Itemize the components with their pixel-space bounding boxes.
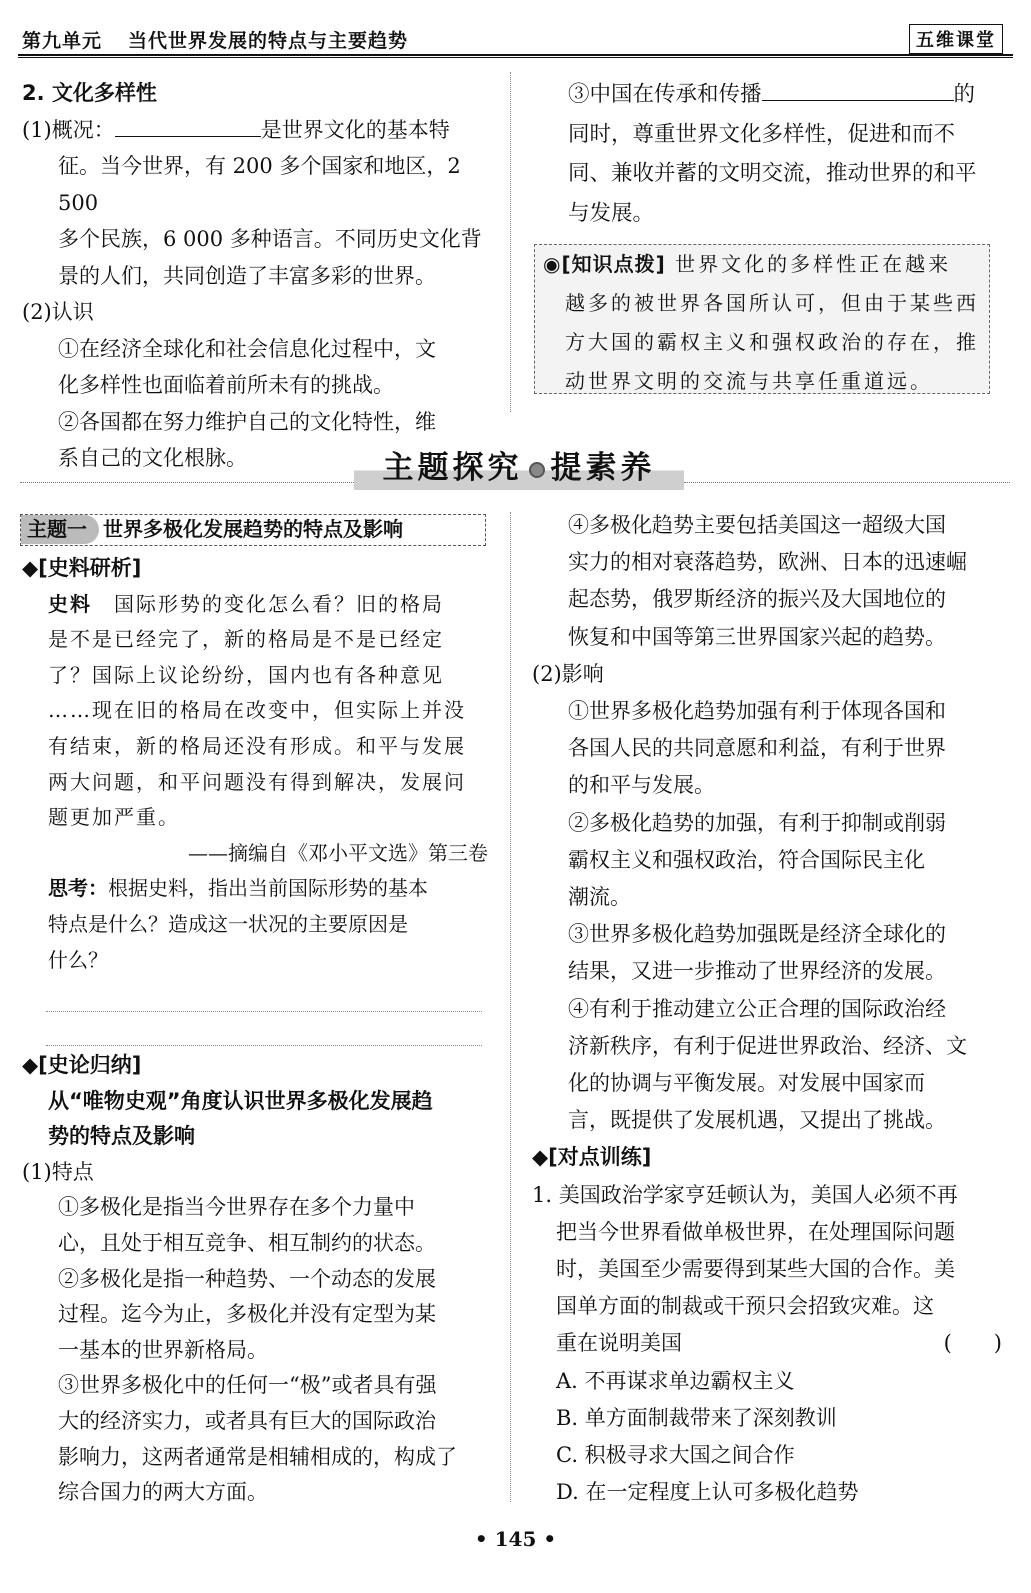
text-line: 有结束，新的格局还没有形成。和平与发展 xyxy=(48,733,466,758)
subsection-heading: ◆[史论归纳] xyxy=(22,1053,142,1077)
text-line: 什么？ xyxy=(48,947,108,972)
header-rule xyxy=(18,54,1013,56)
text-line: 特点是什么？造成这一状况的主要原因是 xyxy=(48,911,408,936)
source-citation: ——摘编自《邓小平文选》第三卷 xyxy=(188,840,488,865)
text-line: 心，且处于相互竞争、相互制约的状态。 xyxy=(58,1230,436,1255)
text-line: ①世界多极化趋势加强有利于体现各国和 xyxy=(568,699,946,724)
subsection-heading: ◆[史料研析] xyxy=(22,556,142,580)
header-rule-thin xyxy=(18,57,1013,58)
text-line: ③世界多极化中的任何一“极”或者具有强 xyxy=(58,1373,437,1398)
option-c[interactable]: C. 积极寻求大国之间合作 xyxy=(556,1443,795,1468)
option-b[interactable]: B. 单方面制裁带来了深刻教训 xyxy=(556,1405,837,1430)
section-banner xyxy=(354,446,684,490)
section-heading: 2. 文化多样性 xyxy=(22,81,157,105)
fill-blank[interactable] xyxy=(762,82,954,101)
tip-line: 动世界文明的交流与共享任重道远。 xyxy=(565,369,933,393)
text-line: 史料 国际形势的变化怎么看？旧的格局 xyxy=(48,591,444,616)
column-divider xyxy=(510,512,511,1502)
tip-line: 越多的被世界各国所认可，但由于某些西 xyxy=(565,291,979,315)
banner-line-left xyxy=(20,482,354,483)
unit-title: 当代世界发展的特点与主要趋势 xyxy=(128,30,409,52)
page-number: • 145 • xyxy=(474,1527,557,1551)
text-line: 一基本的世界新格局。 xyxy=(58,1337,268,1362)
feature-list xyxy=(22,1190,488,1510)
text-line: 与发展。 xyxy=(568,200,655,226)
text-line: ③世界多极化趋势加强既是经济全球化的 xyxy=(568,922,946,947)
text-line: (2)影响 xyxy=(532,661,604,686)
brand-logo: 五维课堂 xyxy=(909,24,1003,54)
text-line: 同时，尊重世界文化多样性，促进和而不 xyxy=(568,121,956,147)
text-line: 化多样性也面临着前所未有的挑战。 xyxy=(58,373,394,397)
text-line: 恢复和中国等第三世界国家兴起的趋势。 xyxy=(568,624,946,649)
text-line: 结果，又进一步推动了世界经济的发展。 xyxy=(568,959,946,984)
text-line: 济新秩序，有利于促进世界政治、经济、文 xyxy=(568,1033,967,1058)
text-line: 同、兼收并蓄的文明交流，推动世界的和平 xyxy=(568,161,977,186)
text-line: ④有利于推动建立公正合理的国际政治经 xyxy=(568,996,946,1021)
text-line: 系自己的文化根脉。 xyxy=(58,446,247,470)
text-line: 两大问题，和平问题没有得到解决，发展问 xyxy=(48,769,466,794)
text-line: (1)概况： 是世界文化的基本特 xyxy=(22,117,450,142)
text-line: 把当今世界看做单极世界，在处理国际问题 xyxy=(556,1219,955,1244)
text-line: 思考：根据史料，指出当前国际形势的基本 xyxy=(48,876,428,901)
theme-tag: 主题一 xyxy=(21,515,99,544)
answer-bracket[interactable]: ( ) xyxy=(943,1331,1002,1356)
culture-diversity-cont xyxy=(568,75,998,233)
text-line: 言，既提供了发展机遇，又提出了挑战。 xyxy=(568,1108,946,1133)
text-line: 景的人们，共同创造了丰富多彩的世界。 xyxy=(58,263,436,288)
right-column xyxy=(532,507,1002,1511)
text-line: ②各国都在努力维护自己的文化特性，维 xyxy=(58,409,436,434)
text-line: ①多极化是指当今世界存在多个力量中 xyxy=(58,1195,415,1220)
text-line: 起态势，俄罗斯经济的振兴及大国地位的 xyxy=(568,587,946,612)
left-column-summary xyxy=(22,1048,488,1511)
fill-blank[interactable] xyxy=(115,118,261,137)
tip-line: ◉[知识点拨] 世界文化的多样性正在越来 xyxy=(543,252,952,276)
text-line: 题更加严重。 xyxy=(48,805,180,830)
column-divider xyxy=(510,72,511,412)
running-header xyxy=(22,26,408,53)
answer-line[interactable] xyxy=(46,1045,482,1046)
text-line: ②多极化趋势的加强，有利于抑制或削弱 xyxy=(568,810,946,835)
text-line: ④多极化趋势主要包括美国这一超级大国 xyxy=(568,513,946,537)
answer-line[interactable] xyxy=(46,1011,482,1012)
bold-text-line: 势的特点及影响 xyxy=(48,1124,195,1149)
text-line: 影响力，这两者通常是相辅相成的，构成了 xyxy=(58,1444,457,1469)
text-line: 大的经济实力，或者具有巨大的国际政治 xyxy=(58,1408,436,1433)
text-line: 化的协调与平衡发展。对发展中国家而 xyxy=(568,1071,925,1096)
unit-label: 第九单元 xyxy=(22,30,103,52)
tip-label: ◉[知识点拨] xyxy=(543,252,666,276)
text-line: 各国人民的共同意愿和利益，有利于世界 xyxy=(568,736,946,761)
text-line: 过程。迄今为止，多极化并没有定型为某 xyxy=(58,1302,436,1327)
text-line: 的和平与发展。 xyxy=(568,773,715,798)
impact-list xyxy=(532,693,1002,1139)
text-line: 多个民族，6 000 多种语言。不同历史文化背 xyxy=(58,227,482,251)
source-excerpt xyxy=(22,587,488,979)
knowledge-tip-box xyxy=(534,244,990,394)
banner-line-right xyxy=(684,482,1010,483)
text-line: ……现在旧的格局在改变中，但实际上并没 xyxy=(48,698,466,723)
text-line: ①在经济全球化和社会信息化过程中，文 xyxy=(58,336,436,361)
text-line: 时，美国至少需要得到某些大国的合作。美 xyxy=(556,1257,955,1282)
text-line: 实力的相对衰落趋势，欧洲、日本的迅速崛 xyxy=(568,550,967,575)
bold-text-line: 从“唯物史观”角度认识世界多极化发展趋 xyxy=(48,1088,433,1113)
text-line: (2)认识 xyxy=(22,300,94,324)
banner-dot-icon xyxy=(529,462,545,478)
question-body xyxy=(532,1214,1002,1512)
text-line: 霸权主义和强权政治，符合国际民主化 xyxy=(568,847,925,872)
text-line: 国单方面的制裁或干预只会招致灾难。这 xyxy=(556,1294,934,1319)
text-line: 是不是已经完了，新的格局是不是已经定 xyxy=(48,627,444,652)
text-line: (1)特点 xyxy=(22,1159,94,1184)
banner-left-text: 主题探究 xyxy=(382,450,523,486)
culture-diversity-section xyxy=(22,75,492,477)
theme-bar xyxy=(20,514,486,546)
text-line: 综合国力的两大方面。 xyxy=(58,1480,268,1505)
tip-line: 方大国的霸权主义和强权政治的存在，推 xyxy=(565,330,979,354)
feature-list-cont xyxy=(532,507,1002,656)
option-a[interactable]: A. 不再谋求单边霸权主义 xyxy=(556,1368,795,1393)
text-line: ③中国在传承和传播 的 xyxy=(568,82,976,107)
banner-right-text: 提素养 xyxy=(550,450,656,486)
left-column xyxy=(22,551,488,978)
option-d[interactable]: D. 在一定程度上认可多极化趋势 xyxy=(556,1480,859,1505)
subsection-heading: ◆[对点训练] xyxy=(532,1145,652,1170)
question-stem: 1. 美国政治学家亨廷顿认为，美国人必须不再 xyxy=(532,1182,958,1207)
text-line: 潮流。 xyxy=(568,885,631,910)
text-line: 了？国际上议论纷纷，国内也有各种意见 xyxy=(48,662,444,687)
text-line: 重在说明美国 ( ) xyxy=(556,1325,1002,1362)
theme-title: 世界多极化发展趋势的特点及影响 xyxy=(103,517,403,541)
text-line: 征。当今世界，有 200 多个国家和地区，2 500 xyxy=(58,154,461,215)
text-line: ②多极化是指一种趋势、一个动态的发展 xyxy=(58,1266,436,1291)
